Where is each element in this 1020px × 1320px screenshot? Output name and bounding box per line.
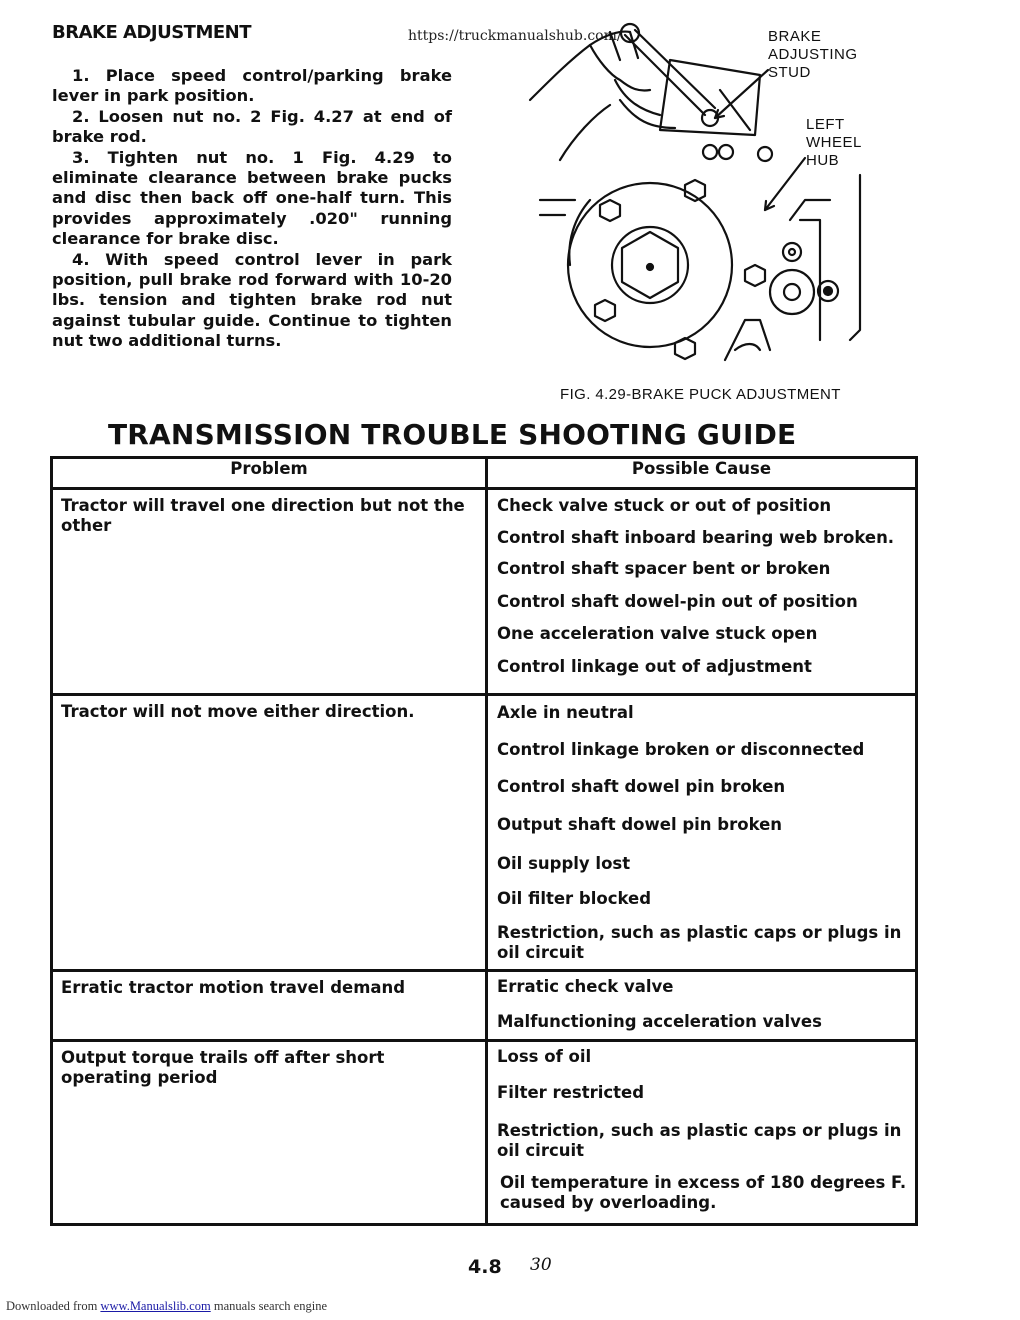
source-url[interactable]: https://truckmanualshub.com/	[408, 28, 622, 44]
label-brake-adjusting-stud	[768, 28, 858, 82]
problem-cell: Tractor will not move either direction.	[52, 695, 487, 971]
download-footer	[6, 1299, 327, 1314]
brake-adjustment-steps	[52, 66, 452, 352]
cause-item: Restriction, such as plastic caps or plugs in oil circuit	[497, 923, 902, 962]
cause-item: Control shaft dowel-pin out of position	[497, 592, 858, 611]
cause-cell	[487, 489, 917, 695]
figure-caption: FIG. 4.29-BRAKE PUCK ADJUSTMENT	[560, 386, 841, 403]
footer-suffix: manuals search engine	[213, 1299, 327, 1313]
cause-item: Control linkage broken or disconnected	[497, 740, 865, 759]
cause-item: Control shaft spacer bent or broken	[497, 559, 831, 578]
manualslib-link[interactable]: www.Manualslib.com	[100, 1299, 211, 1313]
cause-item: Control shaft inboard bearing web broken.	[497, 528, 895, 547]
table-row	[52, 971, 917, 1041]
cause-cell	[487, 971, 917, 1041]
cause-item: Oil supply lost	[497, 854, 631, 873]
footer-prefix: Downloaded from	[6, 1299, 98, 1313]
step-4: 4. With speed control lever in park position, pull brake rod forward with 10-20 lbs. tension and tighten brake rod nut against tubular guide. Continue to tighten nut two additional turns.	[52, 249, 452, 351]
label-stud-line-3: STUD	[768, 64, 811, 81]
cause-cell	[487, 695, 917, 971]
cause-item: Control linkage out of adjustment	[497, 657, 812, 676]
problem-cell: Output torque trails off after short operating period	[52, 1041, 487, 1225]
cause-item: Filter restricted	[497, 1083, 645, 1102]
cause-item: Malfunctioning acceleration valves	[497, 1012, 822, 1031]
table-row	[52, 489, 917, 695]
label-hub-line-2: WHEEL	[806, 134, 862, 151]
table-row	[52, 695, 917, 971]
section-title: BRAKE ADJUSTMENT	[52, 22, 251, 43]
problem-cell: Tractor will travel one direction but not the other	[52, 489, 487, 695]
cause-item: Axle in neutral	[497, 703, 634, 722]
cause-item: Output shaft dowel pin broken	[497, 815, 783, 834]
cause-item: One acceleration valve stuck open	[497, 624, 818, 643]
column-header-problem: Problem	[52, 458, 487, 489]
column-header-cause: Possible Cause	[487, 458, 917, 489]
cause-item: Restriction, such as plastic caps or plugs in oil circuit	[497, 1121, 902, 1160]
label-hub-line-3: HUB	[806, 152, 840, 169]
page-number: 4.8	[468, 1256, 502, 1278]
label-stud-line-2: ADJUSTING	[768, 46, 858, 63]
cause-item: Oil filter blocked	[497, 889, 652, 908]
problem-cell: Erratic tractor motion travel demand	[52, 971, 487, 1041]
cause-item: Check valve stuck or out of position	[497, 496, 832, 515]
guide-title: TRANSMISSION TROUBLE SHOOTING GUIDE	[108, 418, 797, 451]
label-stud-line-1: BRAKE	[768, 28, 822, 45]
step-2: 2. Loosen nut no. 2 Fig. 4.27 at end of brake rod.	[52, 106, 452, 147]
table-header-row	[52, 458, 917, 489]
table-row	[52, 1041, 917, 1225]
step-3: 3. Tighten nut no. 1 Fig. 4.29 to eliminate clearance between brake pucks and disc then back off one-half turn. This provides approximately .020" running clearance for brake disc.	[52, 147, 452, 249]
handwritten-page-number: 30	[530, 1255, 552, 1275]
trouble-shooting-table	[50, 456, 918, 1226]
label-left-wheel-hub	[806, 116, 862, 170]
label-hub-line-1: LEFT	[806, 116, 845, 133]
cause-item: Erratic check valve	[497, 977, 674, 996]
cause-item: Control shaft dowel pin broken	[497, 777, 786, 796]
cause-cell	[487, 1041, 917, 1225]
step-1: 1. Place speed control/parking brake lever in park position.	[52, 66, 452, 106]
cause-item: Loss of oil	[497, 1047, 592, 1066]
cause-item: Oil temperature in excess of 180 degrees F. caused by overloading.	[500, 1173, 907, 1212]
